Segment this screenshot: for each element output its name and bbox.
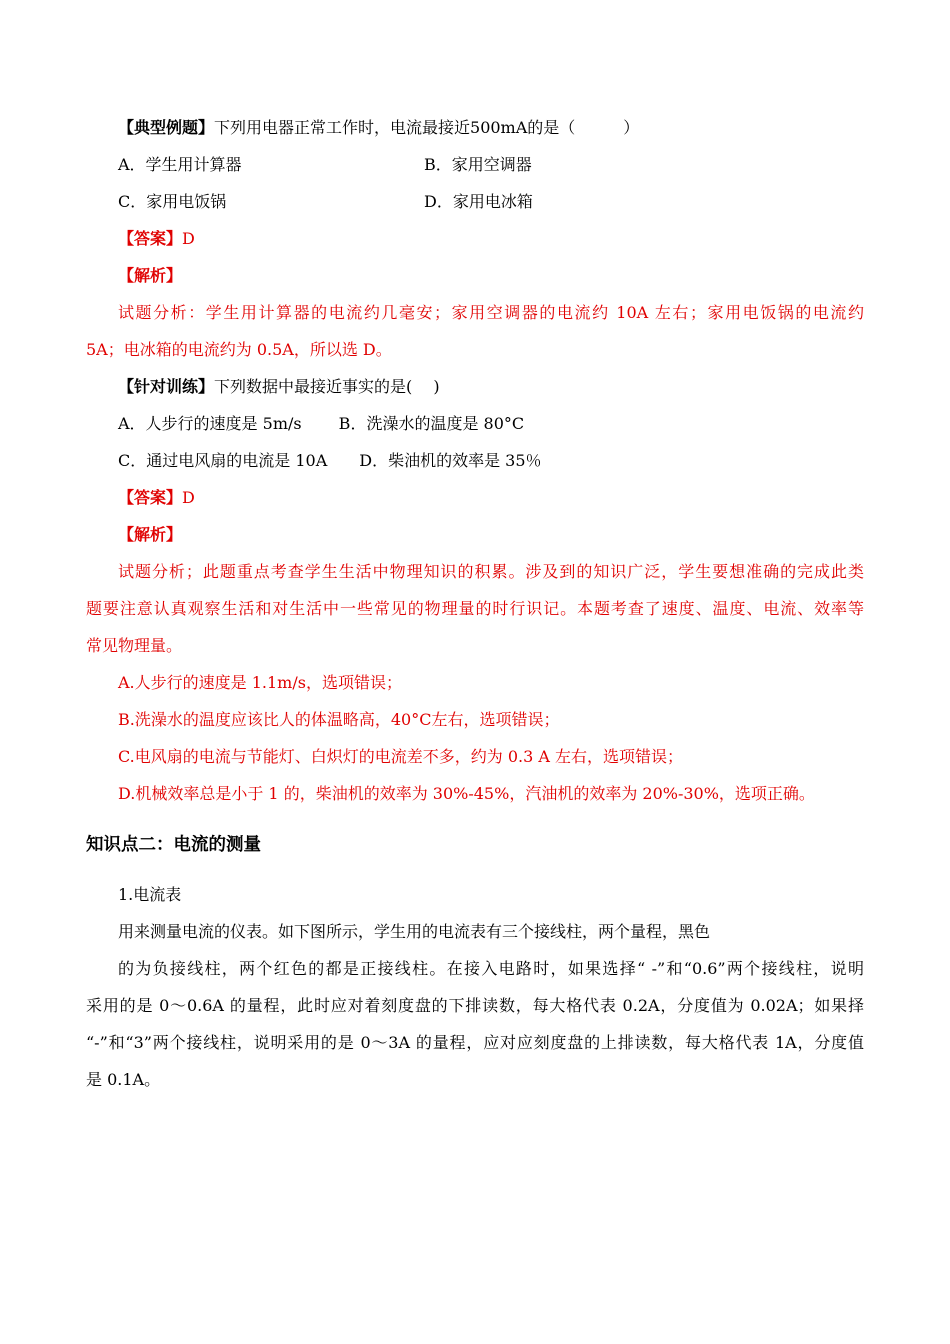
- section-paragraph-line4: “-”和“3”两个接线柱，说明采用的是 0～3A 的量程，应对应刻度盘的上排读数，每大格代表 1A，分度值: [86, 1033, 864, 1052]
- example-analysis-tag: 【解析】: [118, 266, 183, 285]
- example-tag: 【典型例题】: [118, 118, 215, 137]
- training-item-c: C.电风扇的电流与节能灯、白炽灯的电流差不多，约为 0.3 A 左右，选项错误；: [118, 747, 684, 766]
- training-analysis-line3: 常见物理量。: [86, 636, 183, 655]
- example-option-d: D．家用电冰箱: [424, 192, 533, 211]
- section-paragraph-line3: 采用的是 0～0.6A 的量程，此时应对着刻度盘的下排读数，每大格代表 0.2A，分度值为 0.02A；如果择: [86, 996, 864, 1015]
- example-answer-tag: 【答案】: [118, 229, 183, 248]
- training-analysis-line1: 试题分析；此题重点考查学生生活中物理知识的积累。涉及到的知识广泛，学生要想准确的完成此类: [118, 562, 864, 581]
- training-answer-value: D: [182, 488, 195, 507]
- section-subheading: 1.电流表: [118, 885, 182, 904]
- training-question-text: 下列数据中最接近事实的是( ): [214, 377, 440, 396]
- training-question: [118, 376, 440, 398]
- example-option-b: B．家用空调器: [424, 155, 532, 174]
- section-paragraph-line1: 用来测量电流的仪表。如下图所示，学生用的电流表有三个接线柱，两个量程，黑色: [118, 922, 711, 941]
- example-option-a: A．学生用计算器: [118, 155, 242, 174]
- example-question: [118, 117, 639, 139]
- section-paragraph-line2: 的为负接线柱，两个红色的都是正接线柱。在接入电路时，如果选择“ -”和“0.6”两个接线柱，说明: [118, 959, 864, 978]
- training-analysis-tag: 【解析】: [118, 525, 183, 544]
- training-answer-tag: 【答案】: [118, 488, 183, 507]
- example-analysis-line1: 试题分析：学生用计算器的电流约几毫安；家用空调器的电流约 10A 左右；家用电饭锅的电流约: [118, 303, 864, 322]
- example-question-text: 下列用电器正常工作时，电流最接近500mA的是（ ）: [214, 118, 640, 137]
- training-item-d: D.机械效率总是小于 1 的，柴油机的效率为 30%-45%，汽油机的效率为 20%-30%，选项正确。: [118, 784, 815, 803]
- training-item-a: A.人步行的速度是 1.1m/s，选项错误；: [118, 673, 402, 692]
- section-heading: 知识点二：电流的测量: [86, 835, 261, 855]
- training-options-ab: A．人步行的速度是 5m/s B．洗澡水的温度是 80°C: [118, 414, 525, 433]
- training-answer: [118, 487, 195, 509]
- example-answer: [118, 228, 195, 250]
- example-answer-value: D: [182, 229, 195, 248]
- training-analysis-line2: 题要注意认真观察生活和对生活中一些常见的物理量的时行识记。本题考查了速度、温度、电流、效率等: [86, 599, 864, 618]
- training-item-b: B.洗澡水的温度应该比人的体温略高，40°C左右，选项错误；: [118, 710, 560, 729]
- training-tag: 【针对训练】: [118, 377, 215, 396]
- section-paragraph-line5: 是 0.1A。: [86, 1070, 161, 1089]
- example-analysis-line2: 5A；电冰箱的电流约为 0.5A，所以选 D。: [86, 340, 392, 359]
- example-option-c: C．家用电饭锅: [118, 192, 227, 211]
- training-options-cd: C．通过电风扇的电流是 10A D．柴油机的效率是 35％: [118, 451, 542, 470]
